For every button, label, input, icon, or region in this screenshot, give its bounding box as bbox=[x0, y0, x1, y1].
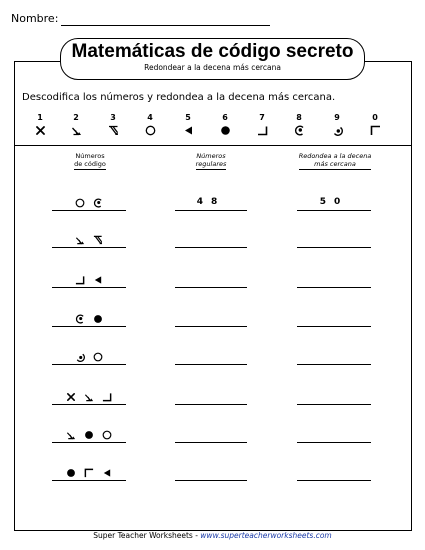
top-left-corner-icon bbox=[84, 468, 94, 478]
footer bbox=[0, 531, 425, 540]
slash-arrow-icon bbox=[84, 392, 94, 402]
slash-arrow-icon bbox=[66, 430, 76, 440]
rounded-answer-line[interactable] bbox=[297, 364, 371, 365]
double-slash-arrow-icon bbox=[108, 125, 119, 136]
left-triangle-icon bbox=[183, 125, 194, 136]
bottom-right-corner-icon bbox=[102, 392, 112, 402]
regular-answer-line[interactable] bbox=[175, 364, 247, 365]
divider bbox=[14, 145, 412, 146]
code-underline bbox=[52, 326, 126, 327]
circle-icon bbox=[102, 430, 112, 440]
code-number bbox=[52, 312, 126, 326]
page-subtitle: Redondear a la decena más cercana bbox=[144, 63, 281, 72]
top-left-corner-icon bbox=[370, 125, 381, 136]
filled-circle-icon bbox=[93, 314, 103, 324]
regular-answer-line[interactable] bbox=[175, 480, 247, 481]
x-icon bbox=[35, 125, 46, 136]
header-regular-numbers bbox=[175, 152, 247, 170]
code-number bbox=[52, 466, 126, 480]
code-underline bbox=[52, 247, 126, 248]
key-digit: 8 bbox=[296, 113, 302, 122]
key-digit: 1 bbox=[37, 113, 43, 122]
header-regular-line1: Números bbox=[196, 152, 226, 160]
instructions: Descodifica los números y redondea a la decena más cercana. bbox=[22, 92, 336, 103]
bottom-right-corner-icon bbox=[75, 275, 85, 285]
key-symbol bbox=[140, 125, 160, 137]
key-entry-3 bbox=[103, 113, 123, 137]
header-code-numbers bbox=[55, 152, 125, 170]
key-symbol bbox=[365, 125, 385, 137]
circle-icon bbox=[145, 125, 156, 136]
regular-answer-line[interactable] bbox=[175, 442, 247, 443]
key-digit: 5 bbox=[185, 113, 191, 122]
key-entry-9 bbox=[327, 113, 347, 137]
header-rounded-line2: más cercana bbox=[314, 160, 356, 168]
rounded-answer-line[interactable] bbox=[297, 404, 371, 405]
key-digit: 2 bbox=[73, 113, 79, 122]
regular-answer-line[interactable] bbox=[175, 326, 247, 327]
code-underline bbox=[52, 210, 126, 211]
code-number bbox=[52, 196, 126, 210]
regular-answer-line[interactable] bbox=[175, 287, 247, 288]
key-entry-7 bbox=[252, 113, 272, 137]
circle-icon bbox=[75, 198, 85, 208]
title-banner bbox=[60, 38, 365, 80]
rounded-answer-line[interactable] bbox=[297, 480, 371, 481]
key-symbol bbox=[30, 125, 50, 137]
key-entry-0 bbox=[365, 113, 385, 137]
rounded-answer-line[interactable] bbox=[297, 247, 371, 248]
filled-circle-icon bbox=[220, 125, 231, 136]
page-title: Matemáticas de código secreto bbox=[71, 41, 354, 62]
key-entry-5 bbox=[178, 113, 198, 137]
header-code-line2: de código bbox=[74, 160, 106, 168]
rounded-answer-line[interactable] bbox=[297, 210, 371, 211]
regular-answer-line[interactable] bbox=[175, 404, 247, 405]
key-entry-4 bbox=[140, 113, 160, 137]
code-underline bbox=[52, 404, 126, 405]
slash-arrow-icon bbox=[71, 125, 82, 136]
key-digit: 0 bbox=[372, 113, 378, 122]
key-symbol bbox=[289, 125, 309, 137]
code-underline bbox=[52, 442, 126, 443]
bottom-right-corner-icon bbox=[257, 125, 268, 136]
key-digit: 9 bbox=[334, 113, 340, 122]
key-entry-8 bbox=[289, 113, 309, 137]
key-symbol bbox=[327, 125, 347, 137]
regular-answer-line[interactable] bbox=[175, 247, 247, 248]
key-symbol bbox=[178, 125, 198, 137]
arc-dot-icon bbox=[294, 125, 305, 136]
left-triangle-icon bbox=[102, 468, 112, 478]
rounded-answer-line[interactable] bbox=[297, 326, 371, 327]
key-symbol bbox=[103, 125, 123, 137]
rounded-answer-line[interactable] bbox=[297, 287, 371, 288]
filled-circle-icon bbox=[66, 468, 76, 478]
key-entry-1 bbox=[30, 113, 50, 137]
key-symbol bbox=[215, 125, 235, 137]
regular-number-answer[interactable]: 48 bbox=[196, 197, 226, 207]
code-number bbox=[52, 273, 126, 287]
swirl-dot-icon bbox=[332, 125, 343, 136]
key-entry-6 bbox=[215, 113, 235, 137]
header-regular-line2: regulares bbox=[195, 160, 227, 168]
header-rounded bbox=[287, 152, 383, 170]
key-digit: 6 bbox=[222, 113, 228, 122]
header-rounded-line1: Redondea a la decena bbox=[298, 152, 372, 160]
arc-dot-icon bbox=[75, 314, 85, 324]
slash-arrow-icon bbox=[75, 235, 85, 245]
code-number bbox=[52, 428, 126, 442]
code-number bbox=[52, 390, 126, 404]
code-underline bbox=[52, 480, 126, 481]
code-number bbox=[52, 233, 126, 247]
name-input-line[interactable] bbox=[61, 25, 270, 26]
arc-dot-icon bbox=[93, 198, 103, 208]
swirl-dot-icon bbox=[75, 352, 85, 362]
key-digit: 3 bbox=[110, 113, 116, 122]
code-underline bbox=[52, 364, 126, 365]
code-number bbox=[52, 350, 126, 364]
circle-icon bbox=[93, 352, 103, 362]
footer-brand: Super Teacher Worksheets - bbox=[93, 531, 201, 540]
rounded-number-answer[interactable]: 50 bbox=[319, 197, 349, 207]
rounded-answer-line[interactable] bbox=[297, 442, 371, 443]
double-slash-arrow-icon bbox=[93, 235, 103, 245]
code-underline bbox=[52, 287, 126, 288]
header-code-line1: Números bbox=[75, 152, 105, 160]
key-entry-2 bbox=[66, 113, 86, 137]
key-digit: 4 bbox=[147, 113, 153, 122]
key-digit: 7 bbox=[259, 113, 265, 122]
x-icon bbox=[66, 392, 76, 402]
key-symbol bbox=[252, 125, 272, 137]
name-label: Nombre: bbox=[11, 12, 59, 25]
footer-url[interactable]: www.superteacherworksheets.com bbox=[200, 531, 332, 540]
left-triangle-icon bbox=[93, 275, 103, 285]
filled-circle-icon bbox=[84, 430, 94, 440]
regular-answer-line[interactable] bbox=[175, 210, 247, 211]
key-symbol bbox=[66, 125, 86, 137]
